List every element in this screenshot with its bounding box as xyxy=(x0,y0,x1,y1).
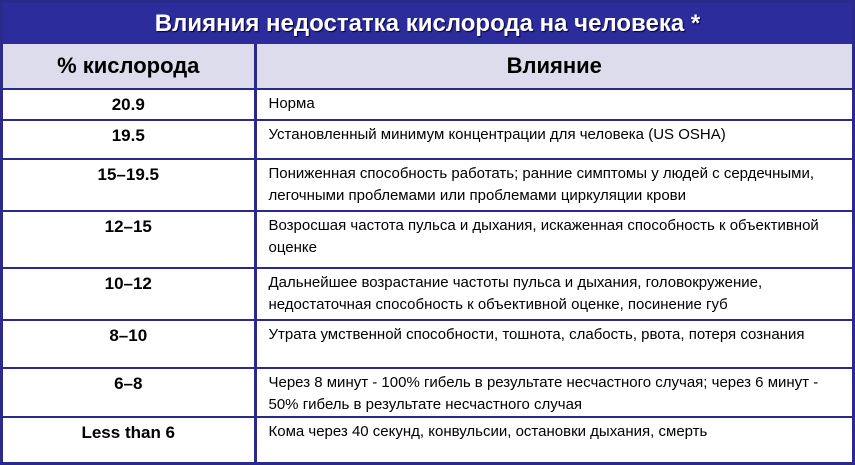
oxygen-cell: 15–19.5 xyxy=(3,159,255,211)
effect-cell: Норма xyxy=(255,89,852,120)
effect-cell: Кома через 40 секунд, конвульсии, остановки дыхания, смерть xyxy=(268,423,708,440)
oxygen-cell: Less than 6 xyxy=(3,417,255,464)
effect-cell: Утрата умственной способности, тошнота, слабость, рвота, потеря сознания xyxy=(255,320,852,368)
table-row xyxy=(3,368,852,417)
header-effect: Влияние xyxy=(255,44,852,89)
oxygen-cell: 10–12 xyxy=(3,268,255,320)
table-row xyxy=(3,417,852,464)
table-row xyxy=(3,89,852,120)
effect-cell: Установленный минимум концентрации для человека (US OSHA) xyxy=(255,120,852,159)
oxygen-cell: 19.5 xyxy=(3,120,255,159)
effect-cell: Дальнейшее возрастание частоты пульса и дыхания, головокружение, недостаточная способность к объективной оценке, посинение губ xyxy=(255,268,852,320)
oxygen-cell: 6–8 xyxy=(3,368,255,417)
effect-cell: Возросшая частота пульса и дыхания, искаженная способность к объективной оценке xyxy=(255,211,852,268)
header-row xyxy=(3,44,852,89)
table-row xyxy=(3,159,852,211)
table-title: Влияния недостатка кислорода на человека * xyxy=(3,3,852,44)
oxygen-cell: 12–15 xyxy=(3,211,255,268)
oxygen-effects-table xyxy=(3,44,852,464)
table-row xyxy=(3,320,852,368)
table-row xyxy=(3,120,852,159)
effect-cell: Пониженная способность работать; ранние симптомы у людей с сердечными, легочными проблемами или проблемами циркуляции крови xyxy=(255,159,852,211)
oxygen-cell: 20.9 xyxy=(3,89,255,120)
table-row xyxy=(3,268,852,320)
effect-cell: Через 8 минут - 100% гибель в результате несчастного случая; через 6 минут - 50% гибель в результате несчастного случая xyxy=(255,368,852,417)
oxygen-cell: 8–10 xyxy=(3,320,255,368)
header-oxygen: % кислорода xyxy=(3,44,255,89)
table-row xyxy=(3,211,852,268)
